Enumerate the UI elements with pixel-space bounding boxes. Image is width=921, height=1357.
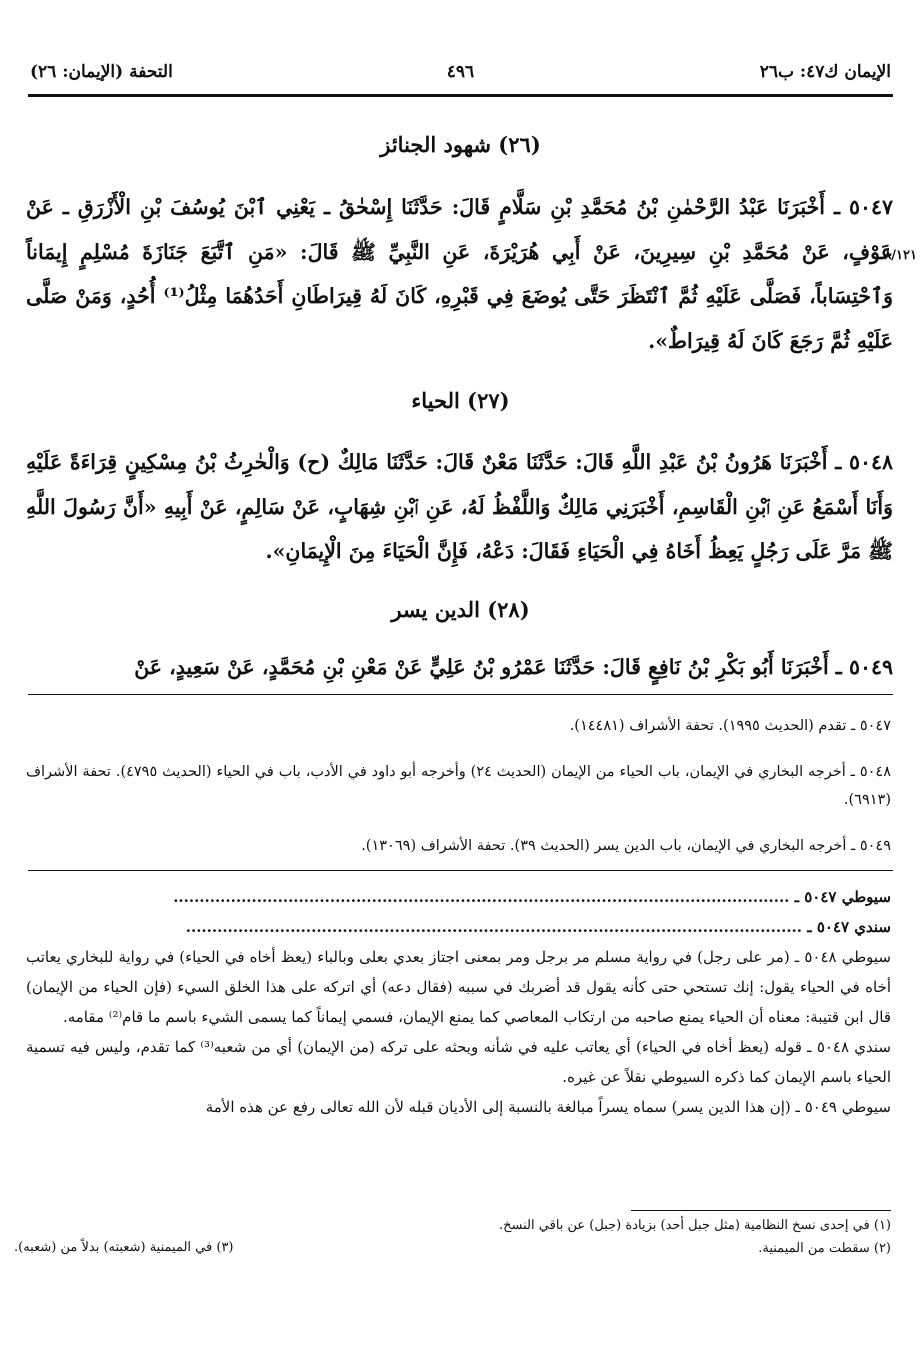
- footnote-rule: [631, 1210, 891, 1211]
- commentary-suyuti-5048: سيوطي ٥٠٤٨ ـ (مر على رجل) في رواية مسلم مر برجل ومر بمعنى اجتاز بعدي بعلى وبالباء (يعظ أخاه في الحياء) في رواية للبخاري يعاتب أخاه في الحياء يقول: إنك تستحي حتى كأنه يقول قد أضربك في سببه (فقال دعه) أي اتركه على هذا الخلق السيء (فإن الحياء من الإيمان) قال ابن قتيبة: معناه أن الحياء يمنع صاحبه من ارتكاب المعاصي كما يمنع الإيمان، فسمي إيماناً كما يسمى الشيء باسم ما قام⁽²⁾ مقامه.: [26, 948, 891, 1026]
- hadith-5048: ٥٠٤٨ ـ أَخْبَرَنَا هَرُونُ بْنُ عَبْدِ اللَّهِ قَالَ: حَدَّثَنَا مَعْنٌ قَالَ: حَدَّثَنَا مَالِكٌ (ح) وَالْحٰرِثُ بْنُ مِسْكِينٍ قِرَاءَةً عَلَيْهِ وَأَنَا أَسْمَعُ عَنِ ٱبْنِ الْقَاسِمِ، أَخْبَرَنِي مَالِكٌ وَاللَّفْظُ لَهُ، عَنِ ٱبْنِ شِهَابٍ، عَنْ سَالِمٍ، عَنْ أَبِيهِ «أَنَّ رَسُولَ اللَّهِ ﷺ مَرَّ عَلَى رَجُلٍ يَعِظُ أَخَاهُ فِي الْحَيَاءِ فَقَالَ: دَعْهُ، فَإِنَّ الْحَيَاءَ مِنَ الْإِيمَانِ».: [26, 450, 893, 563]
- header-rule: [28, 94, 893, 97]
- chapter-title-26: (٢٦) شهود الجنائز: [380, 132, 541, 157]
- footnote-1: (١) في إحدى نسخ النظامية (مثل جبل أحد) بزيادة (جبل) عن باقي النسخ.: [499, 1218, 891, 1233]
- commentary-rule: [28, 870, 893, 871]
- chapter-title-28: (٢٨) الدين يسر: [391, 597, 530, 622]
- running-header: [30, 62, 891, 92]
- hadith-5049: ٥٠٤٩ ـ أَخْبَرَنَا أَبُو بَكْرِ بْنُ نَافِعٍ قَالَ: حَدَّثَنَا عَمْرُو بْنُ عَلِيٍّ عَنْ مَعْنِ بْنِ مُحَمَّدٍ، عَنْ سَعِيدٍ، عَنْ: [134, 655, 893, 679]
- takhrij-5047: ٥٠٤٧ ـ تقدم (الحديث ١٩٩٥). تحفة الأشراف (١٤٤٨١).: [569, 718, 891, 734]
- commentary-sindi-5047: سندي ٥٠٤٧ ـ ......................................................................................................................: [185, 918, 891, 936]
- page-number: ٤٩٦: [446, 62, 475, 82]
- margin-reference: ٨/١٢١: [884, 248, 917, 263]
- body-rule: [28, 694, 893, 695]
- footnote-2: (٢) سقطت من الميمنية.: [758, 1241, 891, 1256]
- chapter-title-27: (٢٧) الحياء: [411, 388, 510, 413]
- commentary-section: [26, 882, 891, 1122]
- hadith-5047: ٥٠٤٧ ـ أَخْبَرَنَا عَبْدُ الرَّحْمٰنِ بْنُ مُحَمَّدِ بْنِ سَلَّامٍ قَالَ: حَدَّثَنَا إِسْحٰقُ ـ يَعْنِي ٱبْنَ يُوسُفَ بْنِ الْأَزْرَقِ ـ عَنْ عَوْفٍ، عَنْ مُحَمَّدِ بْنِ سِيرِينَ، عَنْ أَبِي هُرَيْرَةَ، عَنِ النَّبِيِّ ﷺ قَالَ: «مَنِ ٱتَّبَعَ جَنَازَةَ مُسْلِمٍ إِيمَاناً وَٱحْتِسَاباً، فَصَلَّى عَلَيْهِ ثُمَّ ٱنْتَظَرَ حَتَّى يُوضَعَ فِي قَبْرِهِ، كَانَ لَهُ قِيرَاطَانِ أَحَدُهُمَا مِثْلُ⁽¹⁾ أُحُدٍ، وَمَنْ صَلَّى عَلَيْهِ ثُمَّ رَجَعَ كَانَ لَهُ قِيرَاطٌ».: [26, 195, 893, 353]
- commentary-suyuti-5047: سيوطي ٥٠٤٧ ـ ......................................................................................................................: [173, 888, 891, 906]
- header-tuhfa-ref: التحفة (الإيمان: ٢٦): [30, 62, 173, 82]
- commentary-suyuti-5049: سيوطي ٥٠٤٩ ـ (إن هذا الدين يسر) سماه يسراً مبالغة بالنسبة إلى الأديان قبله لأن الله تعالى رفع عن هذه الأمة: [205, 1098, 891, 1116]
- takhrij-5049: ٥٠٤٩ ـ أخرجه البخاري في الإيمان، باب الدين يسر (الحديث ٣٩). تحفة الأشراف (١٣٠٦٩).: [361, 838, 891, 854]
- commentary-sindi-5048: سندي ٥٠٤٨ ـ قوله (يعظ أخاه في الحياء) أي يعاتب عليه في شأنه ويحثه على تركه (من الإيمان) أي من شعبه⁽³⁾ كما تقدم، وليس فيه تسمية الحياء باسم الإيمان كما ذكره السيوطي نقلاً عن غيره.: [26, 1038, 891, 1086]
- footnote-3: (٣) في الميمنية (شعبته) بدلاً من (شعبه).: [14, 1240, 234, 1255]
- takhrij-5048: ٥٠٤٨ ـ أخرجه البخاري في الإيمان، باب الحياء من الإيمان (الحديث ٢٤) وأخرجه أبو داود في الأدب، باب في الحياء (الحديث ٤٧٩٥). تحفة الأشراف (٦٩١٣).: [26, 764, 891, 808]
- header-chapter-ref: الإيمان ك٤٧: ب٢٦: [759, 62, 891, 82]
